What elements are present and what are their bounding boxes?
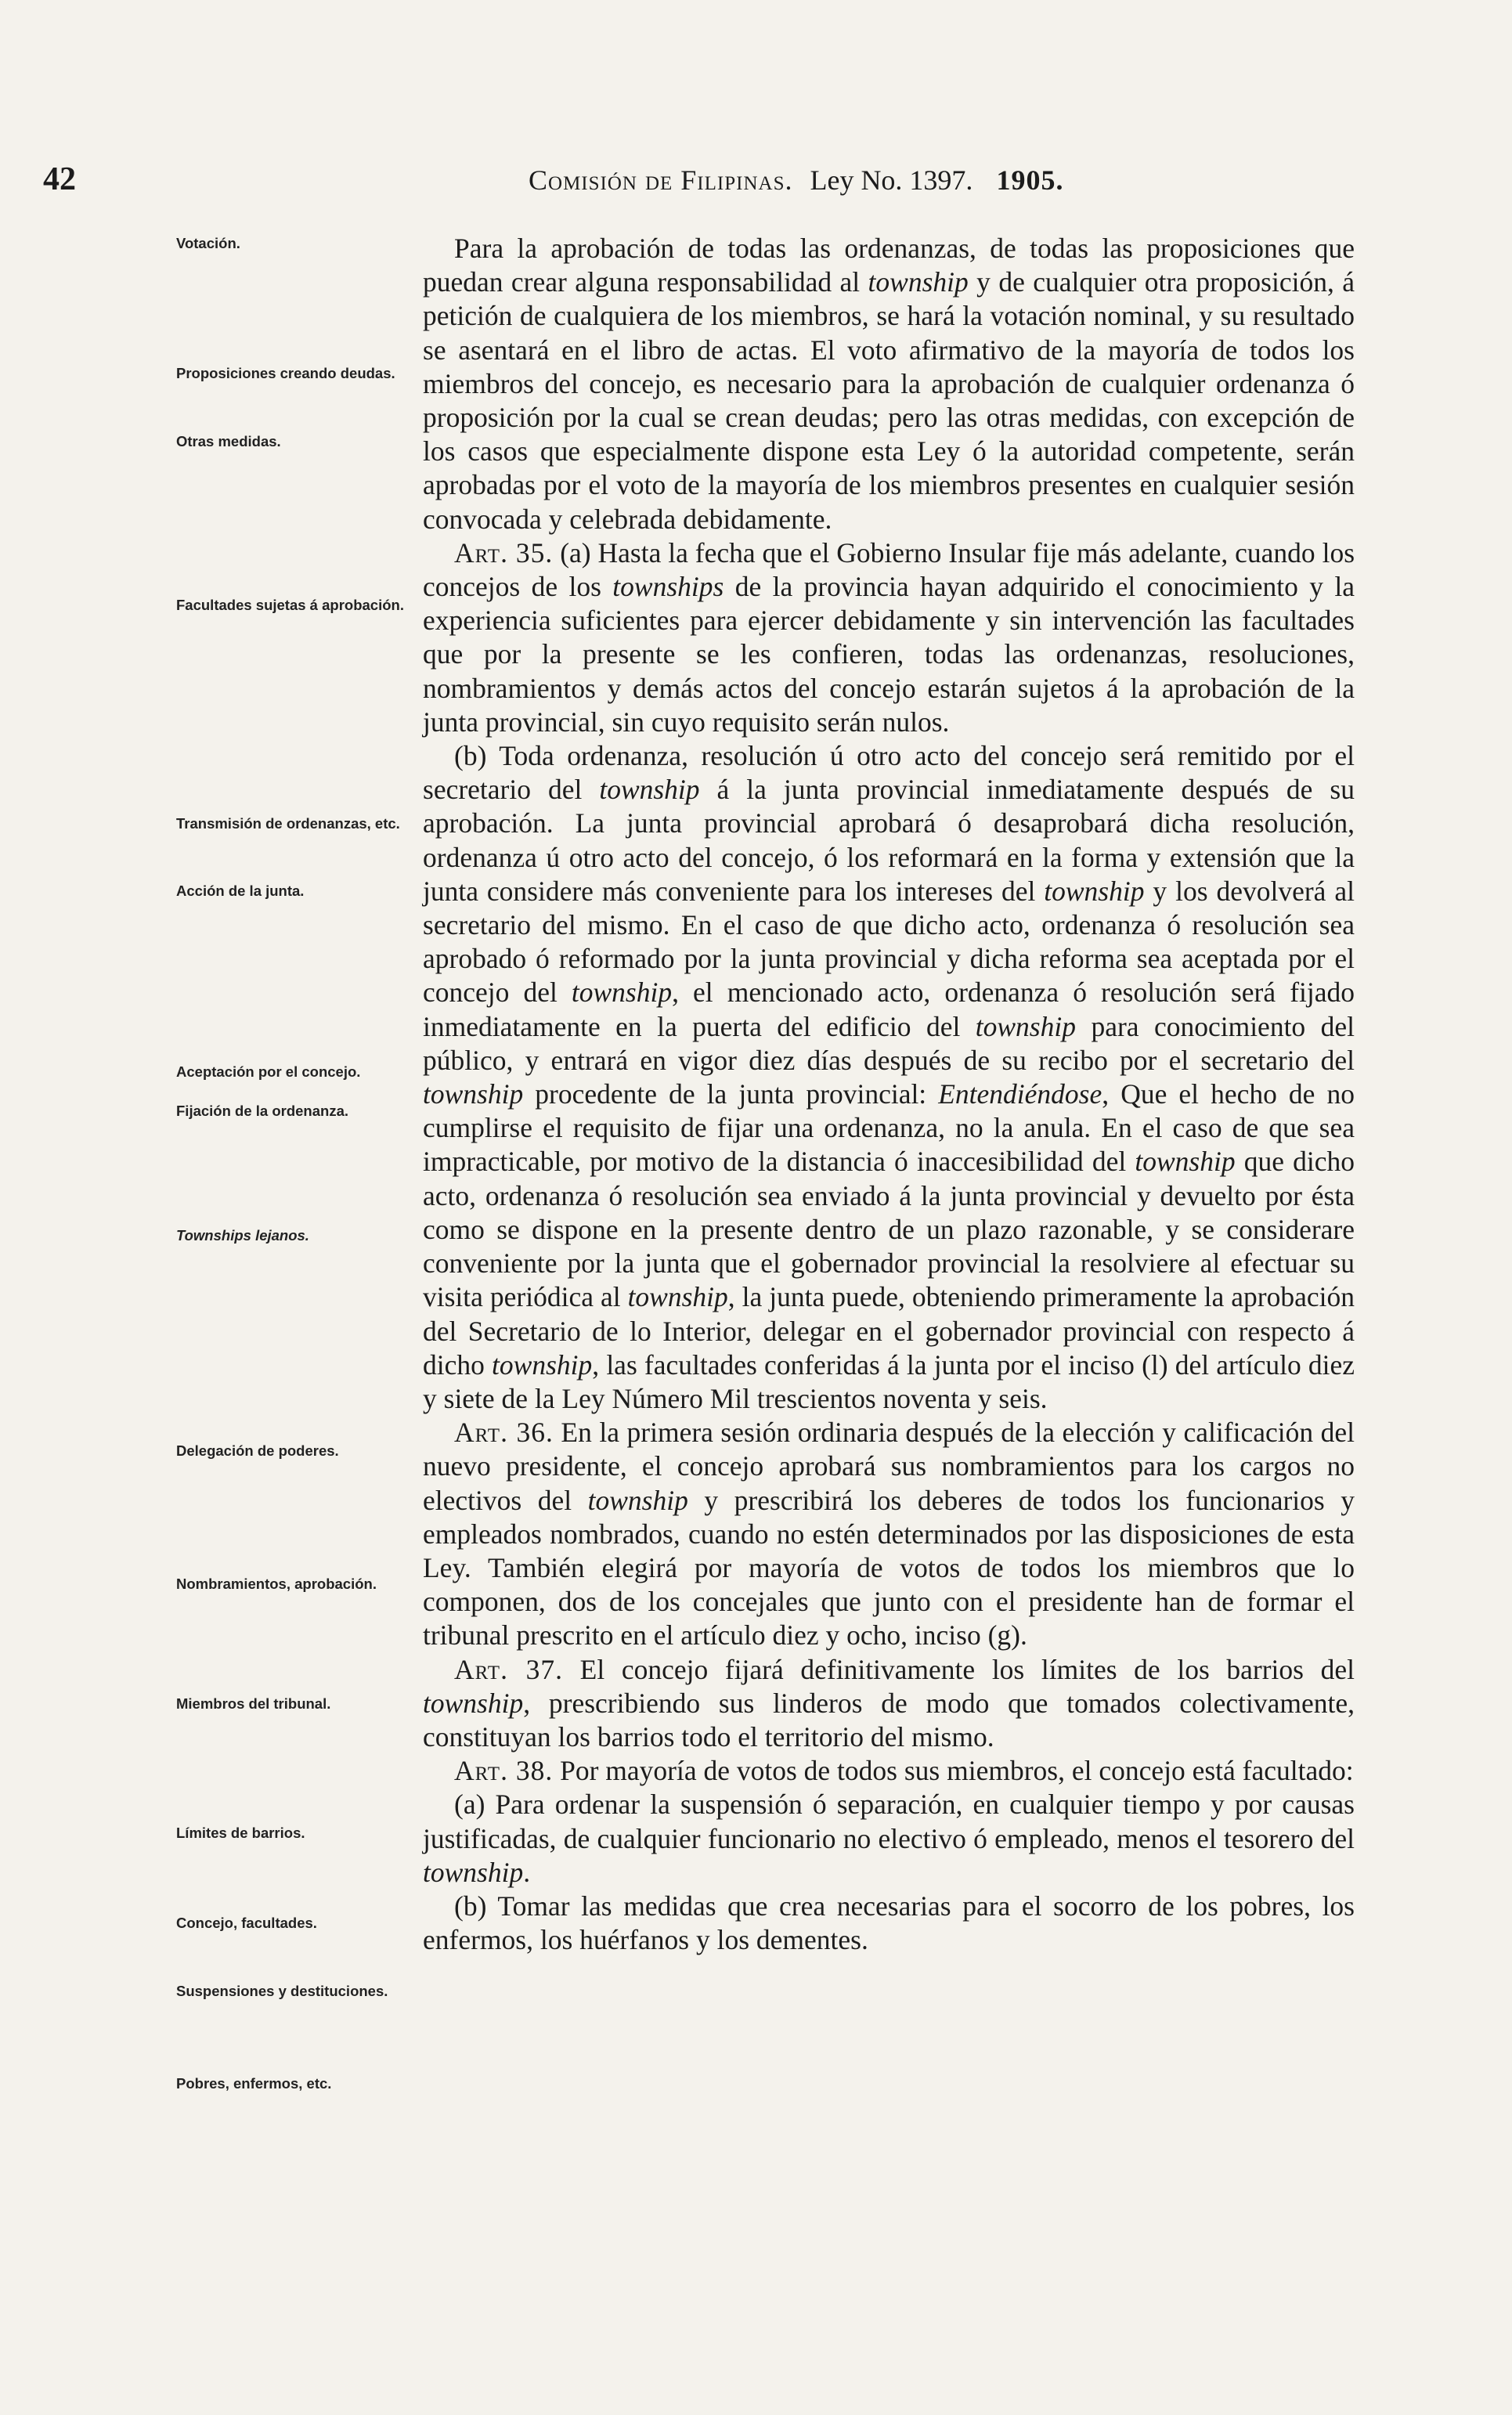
article-label: Art. 35. bbox=[454, 536, 554, 569]
paragraph-art38b: (b) Tomar las medidas que crea necesarias para el socorro de los pobres, los enfermos, los huérfanos y los dementes. bbox=[423, 1890, 1355, 1956]
body-text bbox=[423, 232, 1355, 1957]
paragraph-art35b: (b) Toda ordenanza, resolución ú otro acto del concejo será remitido por el secretario del township á la junta provincial inmediatamente después de su aprobación. La junta provincial aprobará ó desaprobará dicha resolución, ordenanza ú otro acto del concejo, ó los reformará en la forma y extensión que la junta considere más conveniente para los intereses del township y los devolverá al secretario del mismo. En el caso de que dicho acto, ordenanza ó resolución sea aprobado ó reformado por la junta provincial y dicha reforma sea aceptada por el concejo del township, el mencionado acto, ordenanza ó resolución será fijado inmediatamente en la puerta del edificio del township para conocimiento del público, y entrará en vigor diez días después de su recibo por el secretario del township procedente de la junta provincial: Entendiéndose, Que el hecho de no cumplirse el requisito de fijar una ordenanza, no la anula. En el caso de que sea impracticable, por motivo de la distancia ó inaccesibilidad del township que dicho acto, ordenanza ó resolución sea enviado á la junta provincial y devuelto por ésta como se dispone en la presente dentro de un plazo razonable, y se considerare conveniente por la junta que el gobernador provincial la resolviere al efectuar su visita periódica al township, la junta puede, obteniendo primeramente la aprobación del Secretario de lo Interior, delegar en el gobernador provincial con respecto á dicho township, las facultades conferidas á la junta por el inciso (l) del artículo diez y siete de la Ley Número Mil trescientos noventa y seis. bbox=[423, 740, 1355, 1414]
law-year: 1905. bbox=[996, 164, 1064, 196]
margin-note: Límites de barrios. bbox=[176, 1825, 305, 1841]
margin-note: Transmisión de ordenanzas, etc. bbox=[176, 815, 400, 832]
margin-note: Suspensiones y destituciones. bbox=[176, 1983, 388, 1999]
margin-note: Concejo, facultades. bbox=[176, 1915, 317, 1931]
running-title-text: Comisión de Filipinas. bbox=[529, 164, 793, 196]
page-number: 42 bbox=[43, 161, 76, 197]
margin-note: Proposiciones creando deudas. bbox=[176, 365, 395, 381]
paragraph-art38a: (a) Para ordenar la suspensión ó separación, en cualquier tiempo y por causas justificadas, de cualquier funcionario no electivo ó empleado, menos el tesorero del township. bbox=[423, 1789, 1355, 1888]
law-number: Ley No. 1397. bbox=[810, 164, 973, 196]
paragraph-art37 bbox=[423, 1653, 1355, 1755]
margin-note: Otras medidas. bbox=[176, 433, 281, 449]
paragraph-text: El concejo fijará definitivamente los límites de los barrios del township, prescribiendo sus linderos de modo que tomados colectivamente, constituyan los barrios todo el territorio del mismo. bbox=[423, 1653, 1355, 1753]
margin-note: Aceptación por el concejo. bbox=[176, 1063, 361, 1080]
margin-note: Miembros del tribunal. bbox=[176, 1695, 331, 1712]
margin-note: Delegación de poderes. bbox=[176, 1442, 339, 1459]
paragraph-art38 bbox=[423, 1754, 1355, 1788]
article-label: Art. 38. bbox=[454, 1755, 554, 1787]
margin-note: Fijación de la ordenanza. bbox=[176, 1103, 348, 1119]
margin-note: Votación. bbox=[176, 235, 240, 251]
paragraph-art35a bbox=[423, 536, 1355, 739]
page-header bbox=[43, 161, 1280, 208]
paragraph-text: Por mayoría de votos de todos sus miembros, el concejo está facultado: bbox=[560, 1755, 1354, 1787]
article-label: Art. 36. bbox=[454, 1417, 554, 1449]
running-title bbox=[529, 164, 1063, 197]
paragraph-art36 bbox=[423, 1416, 1355, 1652]
paragraph-votacion: Para la aprobación de todas las ordenanzas, de todas las proposiciones que puedan crear alguna responsabilidad al township y de cualquier otra proposición, á petición de cualquiera de los miembros, se hará la votación nominal, y su resultado se asentará en el libro de actas. El voto afirmativo de la mayoría de todos los miembros del concejo, es necesario para la aprobación de cualquier ordenanza ó proposición por la cual se crean deudas; pero las otras medidas, con excepción de los casos que especialmente dispone esta Ley ó la autoridad competente, serán aprobadas por el voto de la mayoría de los miembros presentes en cualquier sesión convocada y celebrada debidamente. bbox=[423, 233, 1355, 535]
paragraph-text: (a) Hasta la fecha que el Gobierno Insular fije más adelante, cuando los concejos de los townships de la provincia hayan adquirido el conocimiento y la experiencia suficientes para ejercer debidamente y sin intervención las facultades que por la presente se les confieren, todas las ordenanzas, resoluciones, nombramientos y demás actos del concejo estarán sujetos á la aprobación de la junta provincial, sin cuyo requisito serán nulos. bbox=[423, 536, 1355, 738]
paragraph-text: En la primera sesión ordinaria después de la elección y calificación del nuevo presidente, el concejo aprobará sus nombramientos para los cargos no electivos del township y prescribirá los deberes de todos los funcionarios y empleados nombrados, cuando no estén determinados por las disposiciones de esta Ley. También elegirá por mayoría de votos de todos los miembros que lo componen, dos de los concejales que junto con el presidente han de formar el tribunal prescrito en el artículo diez y ocho, inciso (g). bbox=[423, 1417, 1355, 1652]
article-label: Art. 37. bbox=[454, 1653, 563, 1685]
margin-note: Facultades sujetas á aprobación. bbox=[176, 597, 404, 613]
margin-note: Acción de la junta. bbox=[176, 883, 305, 899]
margin-note: Pobres, enfermos, etc. bbox=[176, 2075, 332, 2092]
margin-note: Townships lejanos. bbox=[176, 1227, 309, 1244]
margin-note: Nombramientos, aprobación. bbox=[176, 1576, 377, 1592]
